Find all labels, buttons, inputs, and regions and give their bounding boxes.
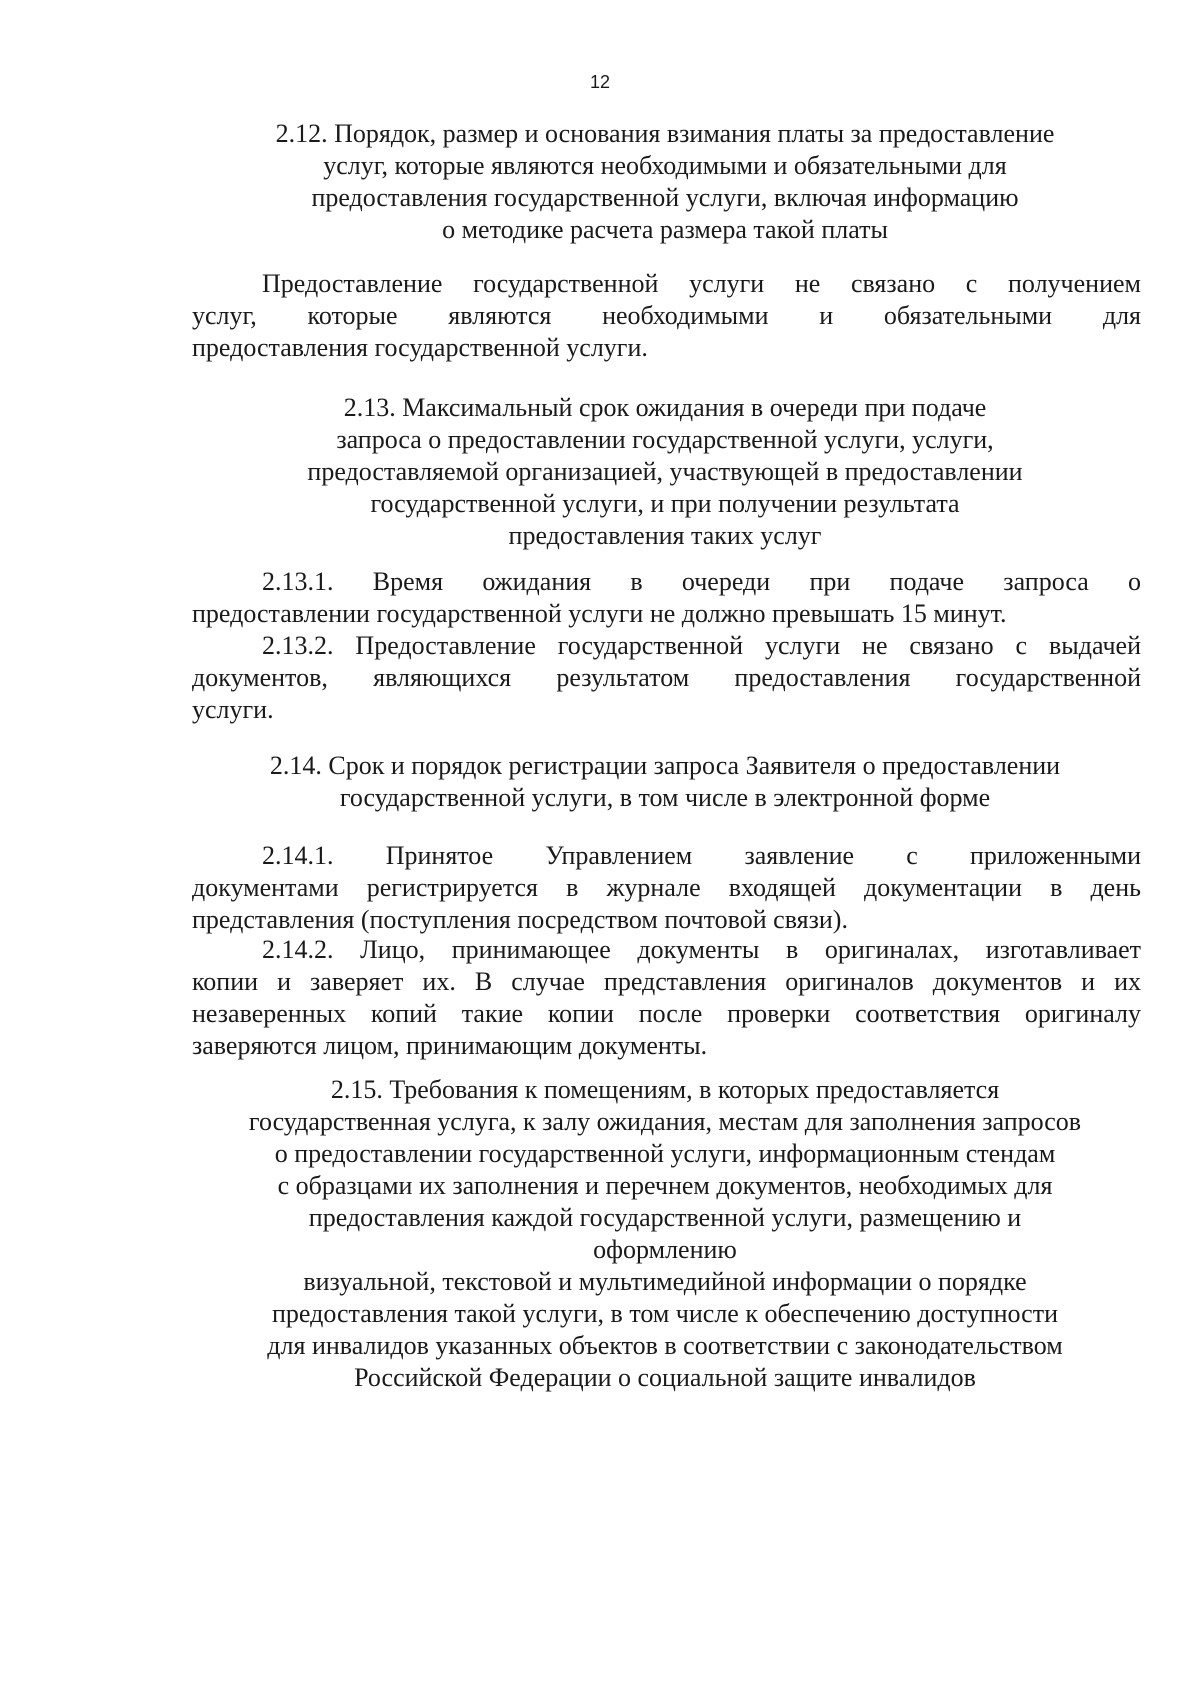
section-2-15-heading <box>170 1074 1160 1394</box>
paragraph-line: Предоставление государственной услуги не связано с получением <box>262 269 1141 298</box>
heading-line: Российской Федерации о социальной защите инвалидов <box>354 1363 976 1392</box>
section-2-14-1-paragraph <box>192 840 1141 936</box>
paragraph-line: услуги. <box>192 695 274 724</box>
paragraph-line: 2.14.2. Лицо, принимающее документы в оригиналах, изготавливает <box>262 935 1141 964</box>
paragraph-line: услуг, которые являются необходимыми и обязательными для <box>192 301 1141 330</box>
section-2-12-paragraph <box>192 268 1141 364</box>
heading-line: услуг, которые являются необходимыми и обязательными для <box>323 151 1007 180</box>
paragraph-line: 2.13.1. Время ожидания в очереди при подаче запроса о <box>262 567 1141 596</box>
paragraph-line: документами регистрируется в журнале входящей документации в день <box>192 873 1141 902</box>
heading-line: государственной услуги, и при получении результата <box>370 489 960 518</box>
paragraph-line: документов, являющихся результатом предоставления государственной <box>192 663 1141 692</box>
heading-line: о методике расчета размера такой платы <box>442 215 888 244</box>
paragraph-line: 2.13.2. Предоставление государственной услуги не связано с выдачей <box>262 631 1141 660</box>
heading-line: о предоставлении государственной услуги, информационным стендам <box>274 1139 1056 1168</box>
heading-line: предоставляемой организацией, участвующей в предоставлении <box>307 457 1023 486</box>
section-2-13-2-paragraph <box>192 630 1141 726</box>
section-2-13-heading <box>190 392 1140 552</box>
heading-line: предоставления государственной услуги, включая информацию <box>311 183 1019 212</box>
paragraph-line: представления (поступления посредством почтовой связи). <box>192 905 848 934</box>
heading-line: оформлению <box>593 1235 737 1264</box>
section-2-12-heading <box>190 118 1140 246</box>
paragraph-line: 2.14.1. Принятое Управлением заявление с приложенными <box>262 841 1141 870</box>
page-number: 12 <box>589 72 611 92</box>
section-2-13-1-paragraph <box>192 566 1141 630</box>
heading-line: предоставления таких услуг <box>508 521 822 550</box>
paragraph-line: предоставления государственной услуги. <box>192 333 648 362</box>
heading-line: визуальной, текстовой и мультимедийной информации о порядке <box>303 1267 1027 1296</box>
heading-line: 2.13. Максимальный срок ожидания в очереди при подаче <box>343 393 987 422</box>
heading-line: предоставления такой услуги, в том числе к обеспечению доступности <box>272 1299 1058 1328</box>
heading-line: 2.14. Срок и порядок регистрации запроса Заявителя о предоставлении <box>269 751 1061 780</box>
paragraph-line: копии и заверяет их. В случае представления оригиналов документов и их <box>192 967 1141 996</box>
heading-line: предоставления каждой государственной услуги, размещению и <box>308 1203 1022 1232</box>
heading-line: 2.15. Требования к помещениям, в которых предоставляется <box>330 1075 1000 1104</box>
heading-line: запроса о предоставлении государственной услуги, услуги, <box>336 425 994 454</box>
heading-line: государственной услуги, в том числе в электронной форме <box>339 783 991 812</box>
paragraph-line: заверяются лицом, принимающим документы. <box>192 1031 708 1060</box>
heading-line: 2.12. Порядок, размер и основания взимания платы за предоставление <box>275 119 1055 148</box>
paragraph-line: предоставлении государственной услуги не должно превышать 15 минут. <box>192 599 1007 628</box>
heading-line: с образцами их заполнения и перечнем документов, необходимых для <box>277 1171 1053 1200</box>
heading-line: для инвалидов указанных объектов в соответствии с законодательством <box>267 1331 1063 1360</box>
paragraph-line: незаверенных копий такие копии после проверки соответствия оригиналу <box>192 999 1141 1028</box>
section-2-14-2-paragraph <box>192 934 1141 1062</box>
section-2-14-heading <box>190 750 1140 814</box>
heading-line: государственная услуга, к залу ожидания, местам для заполнения запросов <box>248 1107 1082 1136</box>
